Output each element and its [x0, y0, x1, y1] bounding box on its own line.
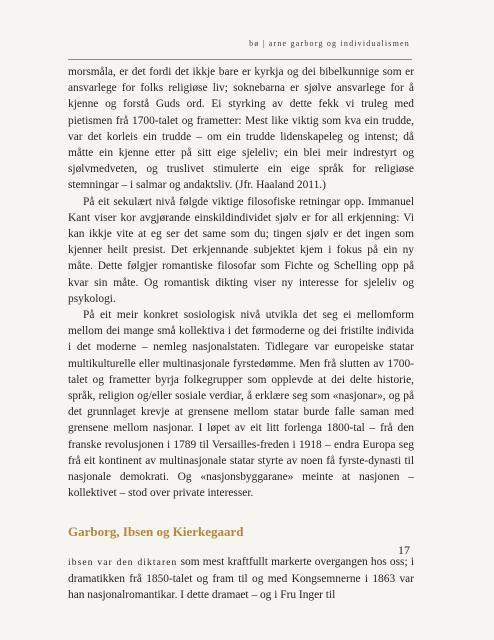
paragraph: På eit sekulært nivå følgde viktige filosofiske retningar opp. Immanuel Kant viser kor avgjørande einskildindividet sjølv er for all erkjenning: Vi kan ikkje vite at eg ser det same som du; tingen sjølv er det ingen som kjenner heilt presist. Det erkjennande subjektet kjem i fokus på ein ny måte. Dette følgjer romantiske filosofar som Fichte og Schelling opp på kvar sin måte. Og romantisk dikting viser ny interesse for sjeleliv og psykologi. [68, 195, 414, 305]
section-paragraph [68, 554, 414, 604]
header-rule [68, 59, 412, 60]
paragraph: morsmåla, er det fordi det ikkje bare er kyrkja og dei bibelkunnige som er ansvarlege for folks religiøse liv; soknebarna er sjølve ansvarlege for å kjenne og forstå Guds ord. Ei styrking av dette fekk vi truleg med pietismen frå 1700-talet og frametter: Mest like viktig som kva ein trudde, var det korleis ein trudde – om ein trudde lidenskapeleg og intenst; då måtte ein kjenne etter på sitt eige sjeleliv; ein blei meir indrestyrt og sjølvmedveten, og truslivet stimulerte ein eige språk for religiøse stemningar – i salmar og andaktsliv. (Jfr. Haaland 2011.) [68, 66, 414, 192]
body-text [68, 64, 414, 603]
paragraph: På eit meir konkret sosiologisk nivå utvikla det seg ei mellomform mellom dei mange små kollektiva i det førmoderne og dei fristilte individa i det moderne – nemleg nasjonalstaten. Tidlegare var europeiske statar multikulturelle eller multinasjonale fyrstedømme. Men frå slutten av 1700-talet og frametter byrja folkegrupper som opplevde at dei delte historie, språk, religion og/eller sosiale verdiar, å erklære seg som «nasjonar», og på det grunnlaget krevje at grensene mellom statar burde falle saman med grensene mellom nasjonar. I løpet av eit litt forlenga 1800-tal – frå den franske revolusjonen i 1789 til Versailles-freden i 1918 – endra Europa seg frå eit kontinent av multinasjonale statar styrte av noen få fyrste-dynasti til nasjonale demokrati. Og «nasjonsbyggarane» meinte at nasjonen – kollektivet – stod over private interesser. [68, 309, 414, 500]
page-number: 17 [398, 543, 410, 557]
section-heading: Garborg, Ibsen og Kierkegaard [68, 524, 244, 540]
section-lead-smallcaps: ibsen var den diktaren [68, 557, 178, 568]
section-paragraph-text: som mest kraftfullt markerte overgangen hos oss; i dramatikken frå 1850-talet og fram til og med Kongsemnerne i 1863 var han nasjonalromantikar. I dette dramaet – og i Fru Inger til [68, 555, 414, 602]
running-head: bø | arne garborg og individualismen [249, 39, 410, 48]
